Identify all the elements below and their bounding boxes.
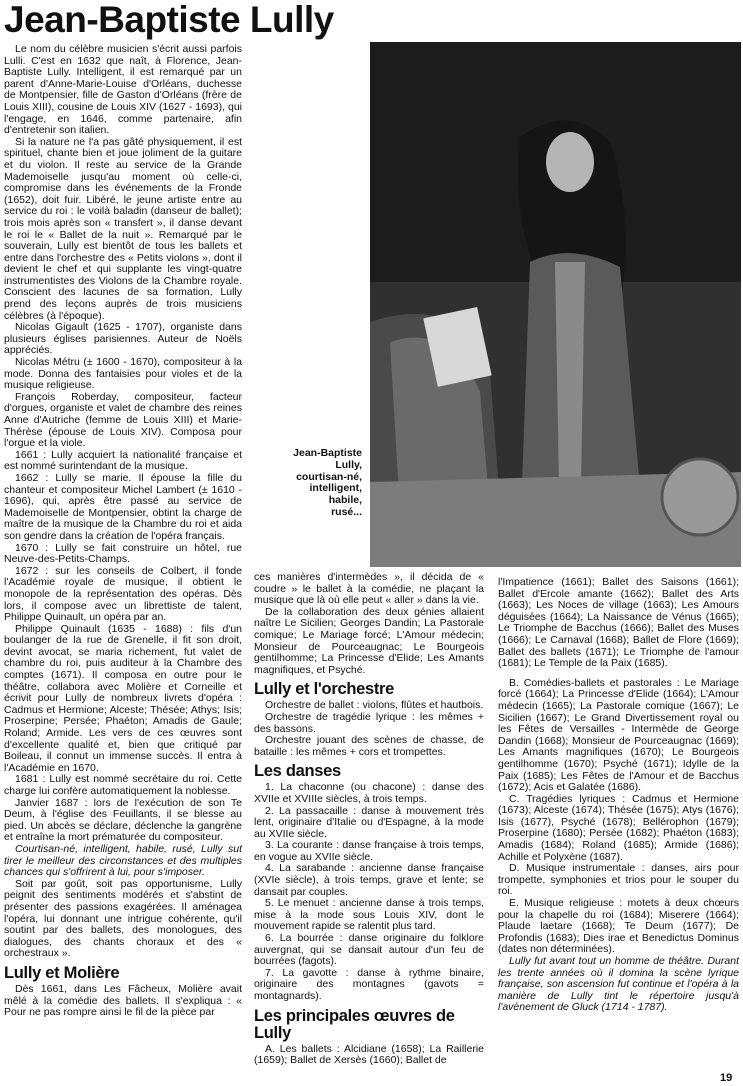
caption-line: rusé...: [331, 505, 362, 518]
paragraph: l'Impatience (1661); Ballet des Saisons (1661); Ballet d'Ercole amante (1662); Ballet des Arts (1663); Les Noces de village (1663); Les Amours déguisées (1664); La Naissance de Vénus (1665); Le Triomphe de Bacchus (1666); Ballet des Muses (1666); Le Carnaval (1668); Ballet de Flore (1669); Ballet des ballets (1671); Le Triomphe de l'amour (1681); Le Temple de la Paix (1685).: [498, 576, 739, 670]
paragraph: 1681 : Lully est nommé secrétaire du roi. Cette charge lui confère automatiquement la noblesse.: [4, 773, 242, 797]
section-heading-moliere: Lully et Molière: [4, 963, 120, 982]
paragraph: A. Les ballets : Alcidiane (1658); La Raillerie (1659); Ballet de Xersès (1660); Ballet de: [254, 1042, 484, 1067]
list-item: 7. La gavotte : danse à rythme binaire, originaire des montagnes (gavots = montagnards).: [254, 966, 484, 1002]
list-item: 4. La sarabande : ancienne danse française (XVIe siècle), à trois temps, grave et lente; se dansait par couples.: [254, 862, 484, 898]
paragraph: D. Musique instrumentale : danses, airs pour trompette, symphonies et trios pour le souper du roi.: [498, 862, 739, 898]
list-item: 6. La bourrée : danse originaire du folklore auvergnat, qui se dansait autour d'un feu de bourrées (fagots).: [254, 932, 484, 968]
paragraph: Philippe Quinault (1635 - 1688) : fils d'un boulanger de la rue de Grenelle, il fit son droit, devint avocat, se maria richement, fut valet de chambre du roi, puis auditeur à la Chambre des comptes (1671). Il composa en outre pour le théâtre, collabora avec Molière et Corneille et écrivit pour Lully de nombreux livrets d'opéra : Cadmus et Hermione; Alceste; Thésée; Athys; Isis; Proserpine; Persée; Phaéton; Amadis de Gaule; Roland; Armide. Les vers de ces œuvres sont d'excellente qualité et, bien que critiqué par Boileau, il connut un immense succès. Il entra à l'Académie en 1670.: [4, 622, 242, 774]
paragraph: Courtisan-né, intelligent, habile, rusé, Lully sut tirer le meilleur des circonstances et des multiples chances qui s'offrirent à lui, pour s'imposer.: [4, 842, 242, 879]
paragraph: B. Comédies-ballets et pastorales : Le Mariage forcé (1664); La Princesse d'Elide (1664); L'Amour médecin (1665); La Pastorale comique (1667); Le Sicilien (1667); Le Grand Divertissement royal ou les Fêtes de Versailles - Intermède de George Dandin (1668); Monsieur de Pourceaugnac (1669); Les Amants magnifiques (1670); Le Bourgeois gentilhomme (1670); Psyché (1671); Idylle de la Paix (1685); Les Fêtes de l'Amour et de Bacchus (1672); Acis et Galatée (1686).: [498, 676, 739, 794]
section-heading-danses: Les danses: [254, 762, 341, 781]
paragraph: Le nom du célèbre musicien s'écrit aussi parfois Lulli. C'est en 1632 que naît, à Florence, Jean-Baptiste Lully. Intelligent, il est remarqué par un parent d'Anne-Marie-Louise d'Orléans, duchesse de Montpensier, fille de Gaston d'Orléans (frère de Louis XIII), cousine de Louis XIV (1627 - 1693), qui l'engage, en 1646, comme partenaire, afin d'entretenir son italien.: [4, 43, 242, 137]
caption-line: Lully,: [335, 458, 362, 471]
paragraph: 1661 : Lully acquiert la nationalité française et est nommé surintendant de la musique.: [4, 448, 242, 473]
section-heading-oeuvres: Les principales œuvres de Lully: [254, 1006, 455, 1042]
portrait-image: [370, 42, 741, 567]
paragraph: Orchestre jouant des scènes de chasse, de bataille : les mêmes + cors et trompettes.: [254, 734, 484, 758]
paragraph: 1672 : sur les conseils de Colbert, il fonde l'Académie royale de musique, il obtient le monopole de la représentation des opéras. Dès lors, il compose avec un librettiste de talent, Philippe Quinault, un opéra par an.: [4, 564, 242, 624]
paragraph: E. Musique religieuse : motets à deux chœurs pour la chapelle du roi (1684); Miserere (1664); Plaude laetare (1668); Te Deum (1677); De Profondis (1683); Dies irae et Benedictus Dominus (dates non déterminées).: [498, 897, 739, 956]
paragraph: 1670 : Lully se fait construire un hôtel, rue Neuve-des-Petits-Champs.: [4, 541, 242, 566]
paragraph: 1662 : Lully se marie. Il épouse la fille du chanteur et compositeur Michel Lambert (± 1610 - 1696), qui, après être passé au service de Mademoiselle de Montpensier, obtint la charge de maître de la musique de la Chambre du roi et aida son gendre dans la création de l'opéra français.: [4, 471, 242, 542]
caption-line: habile,: [328, 494, 362, 507]
paragraph: Orchestre de ballet : violons, flûtes et hautbois.: [265, 699, 484, 712]
list-item: 5. Le menuet : ancienne danse à trois temps, mise à la mode sous Louis XIV, dont le mouvement rapide se ralentit plus tard.: [254, 897, 484, 933]
section-heading-orchestre: Lully et l'orchestre: [254, 680, 395, 699]
paragraph: Nicolas Gigault (1625 - 1707), organiste dans plusieurs églises parisiennes. Auteur de Noëls appréciés.: [4, 321, 242, 357]
paragraph: Lully fut avant tout un homme de théâtre. Durant les trente années où il domina la scène lyrique française, son ascension fut continue et l'opéra à la manière de Lully tint le répertoire jusqu'à l'avènement de Gluck (1714 - 1787).: [498, 955, 739, 1014]
paragraph: ces manières d'intermèdes », il décida de « coudre » le ballet à la comédie, ne plaçant la musique que là où elle peut « aller » dans la vie.: [254, 571, 484, 607]
paragraph: Soit par goût, soit pas opportunisme, Lully peignit des sentiments modérés et s'abstint de présenter des passions exagérées. Il aménagea l'opéra, lui donnant une intrigue cohérente, qu'il soutint par des ballets, des monologues, des dialogues, des chants choraux et des « orchestraux ».: [4, 877, 242, 960]
paragraph: Dès 1661, dans Les Fâcheux, Molière avait mêlé à la comédie des ballets. Il s'expliqua : « Pour ne pas rompre ainsi le fil de la pièce par: [4, 982, 242, 1019]
paragraph: Nicolas Métru (± 1600 - 1670), compositeur à la mode. Donna des fantaisies pour violes et de la musique religieuse.: [4, 356, 242, 392]
list-item: 2. La passacaille : danse à mouvement très lent, originaire d'Italie ou d'Espagne, à la mode au XVIIe siècle.: [254, 804, 484, 840]
paragraph: De la collaboration des deux génies allaient naître Le Sicilien; Georges Dandin; La Pastorale comique; Le Mariage forcé; L'Amour médecin; Monsieur de Pourceaugnac; Le Bourgeois gentilhomme; La Princesse d'Elide; Les Amants magnifiques, et Psyché.: [254, 605, 484, 676]
caption-line: Jean-Baptiste: [293, 447, 362, 459]
page-number: 19: [720, 1072, 733, 1084]
paragraph: Orchestre de tragédie lyrique : les mêmes + des bassons.: [254, 710, 484, 735]
list-item: 1. La chaconne (ou chacone) : danse des XVIIe et XVIIIe siècles, à trois temps.: [254, 781, 484, 805]
caption-line: courtisan-né,: [296, 470, 362, 483]
page-title: Jean-Baptiste Lully: [4, 0, 334, 40]
list-item: 3. La courante : danse française à trois temps, en vogue au XVIIe siècle.: [254, 839, 484, 863]
portrait-illustration: [370, 42, 741, 567]
column-2: [254, 572, 484, 1067]
paragraph: Si la nature ne l'a pas gâté physiquement, il est spirituel, chante bien et joue joliment de la guitare et du violon. Il reste au service de la Grande Mademoiselle jusqu'au moment où celle-ci, compromise dans les événements de la Fronde (1652), doit fuir. Libéré, le jeune artiste entre au service du roi : le voilà baladin (danseur de ballet); trois mois après son « transfert », il danse devant le roi le « Ballet de la nuit ». Remarqué par le souverain, Lully est bientôt de tous les ballets et entre dans l'orchestre des « Petits violons », dont il devient le chef et qui supplante les vingt-quatre instrumentistes des Violons de la Chambre royale. Conscient des lacunes de sa formation, Lully prend des leçons auprès de trois musiciens célèbres (à l'époque).: [4, 135, 242, 322]
portrait-caption: [250, 448, 362, 519]
column-1: [4, 44, 242, 1019]
paragraph: Janvier 1687 : lors de l'exécution de son Te Deum, à l'église des Feuillants, il se blesse au pied. Un abcès se déclare, déclenche la gangrène et entraîne la mort prématurée du compositeur.: [4, 796, 242, 844]
column-3: [498, 577, 739, 1014]
paragraph: C. Tragédies lyriques : Cadmus et Hermione (1673); Alceste (1674); Thésée (1675); Atys (1676); Isis (1677), Psyché (1678); Bellérophon (1679); Proserpine (1680); Persée (1682); Phaéton (1683); Amadis (1684); Roland (1685); Armide (1686); Achille et Polyxène (1687).: [498, 792, 739, 863]
paragraph: François Roberday, compositeur, facteur d'orgues, organiste et valet de chambre des reines Anne d'Autriche (femme de Louis XIII) et Marie-Thérèse (épouse de Louis XIV). Composa pour l'orgue et la viole.: [4, 390, 242, 450]
caption-line: intelligent,: [309, 482, 362, 495]
